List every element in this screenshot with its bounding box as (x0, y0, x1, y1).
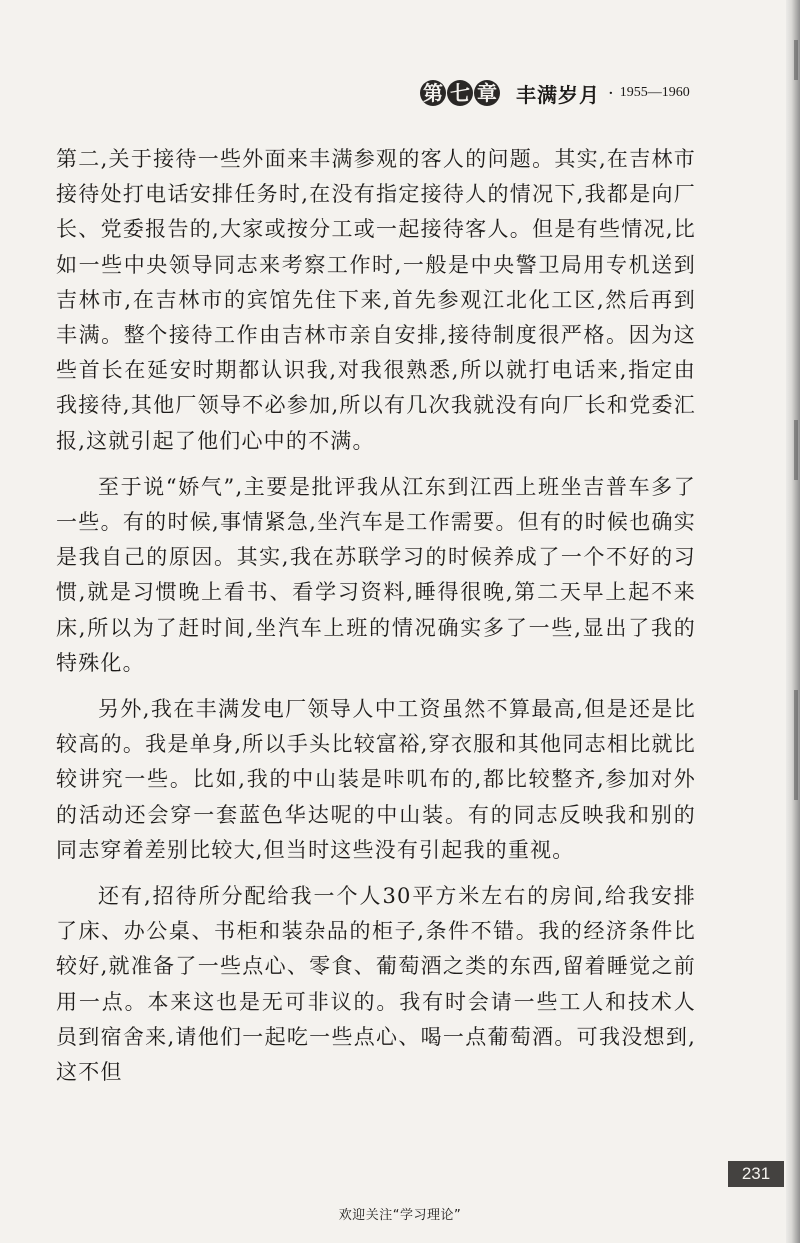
chapter-badge (420, 80, 500, 106)
binding-mark (794, 420, 798, 480)
paragraph: 另外,我在丰满发电厂领导人中工资虽然不算最高,但是还是比较高的。我是单身,所以手头比较富裕,穿衣服和其他同志相比就比较讲究一些。比如,我的中山装是咔叽布的,都比较整齐,参加对外的活动还会穿一套蓝色华达呢的中山装。有的同志反映我和别的同志穿着差别比较大,但当时这些没有引起我的重视。 (56, 697, 696, 862)
chapter-char: 第 (420, 80, 446, 106)
header-separator: · (608, 82, 614, 104)
page-number: 231 (728, 1161, 784, 1187)
footer-note: 欢迎关注“学习理论” (338, 1208, 462, 1223)
paragraph: 至于说“娇气”,主要是批评我从江东到江西上班坐吉普车多了一些。有的时候,事情紧急,坐汽车是工作需要。但有的时候也确实是我自己的原因。其实,我在苏联学习的时候养成了一个不好的习惯,就是习惯晚上看书、看学习资料,睡得很晚,第二天早上起不来床,所以为了赶时间,坐汽车上班的情况确实多了一些,显出了我的特殊化。 (56, 474, 696, 675)
chapter-char: 七 (447, 80, 473, 106)
binding-mark (794, 40, 798, 80)
header-title: 丰满岁月 (516, 82, 600, 107)
page-edge-shadow (786, 0, 800, 1243)
running-header (420, 78, 690, 108)
paragraph: 还有,招待所分配给我一个人30平方米左右的房间,给我安排了床、办公桌、书柜和装杂品的柜子,条件不错。我的经济条件比较好,就准备了一些点心、零食、葡萄酒之类的东西,留着睡觉之前用一点。本来这也是无可非议的。我有时会请一些工人和技术人员到宿舍来,请他们一起吃一些点心、喝一点葡萄酒。可我没想到,这不但 (56, 884, 696, 1085)
header-years: 1955—1960 (619, 85, 690, 100)
binding-mark (794, 690, 798, 800)
chapter-char: 章 (474, 80, 500, 106)
paragraph: 第二,关于接待一些外面来丰满参观的客人的问题。其实,在吉林市接待处打电话安排任务时,在没有指定接待人的情况下,我都是向厂长、党委报告的,大家或按分工或一起接待客人。但是有些情况,比如一些中央领导同志来考察工作时,一般是中央警卫局用专机送到吉林市,在吉林市的宾馆先住下来,首先参观江北化工区,然后再到丰满。整个接待工作由吉林市亲自安排,接待制度很严格。因为这些首长在延安时期都认识我,对我很熟悉,所以就打电话来,指定由我接待,其他厂领导不必参加,所以有几次我就没有向厂长和党委汇报,这就引起了他们心中的不满。 (56, 147, 696, 453)
body-text (56, 142, 696, 1090)
